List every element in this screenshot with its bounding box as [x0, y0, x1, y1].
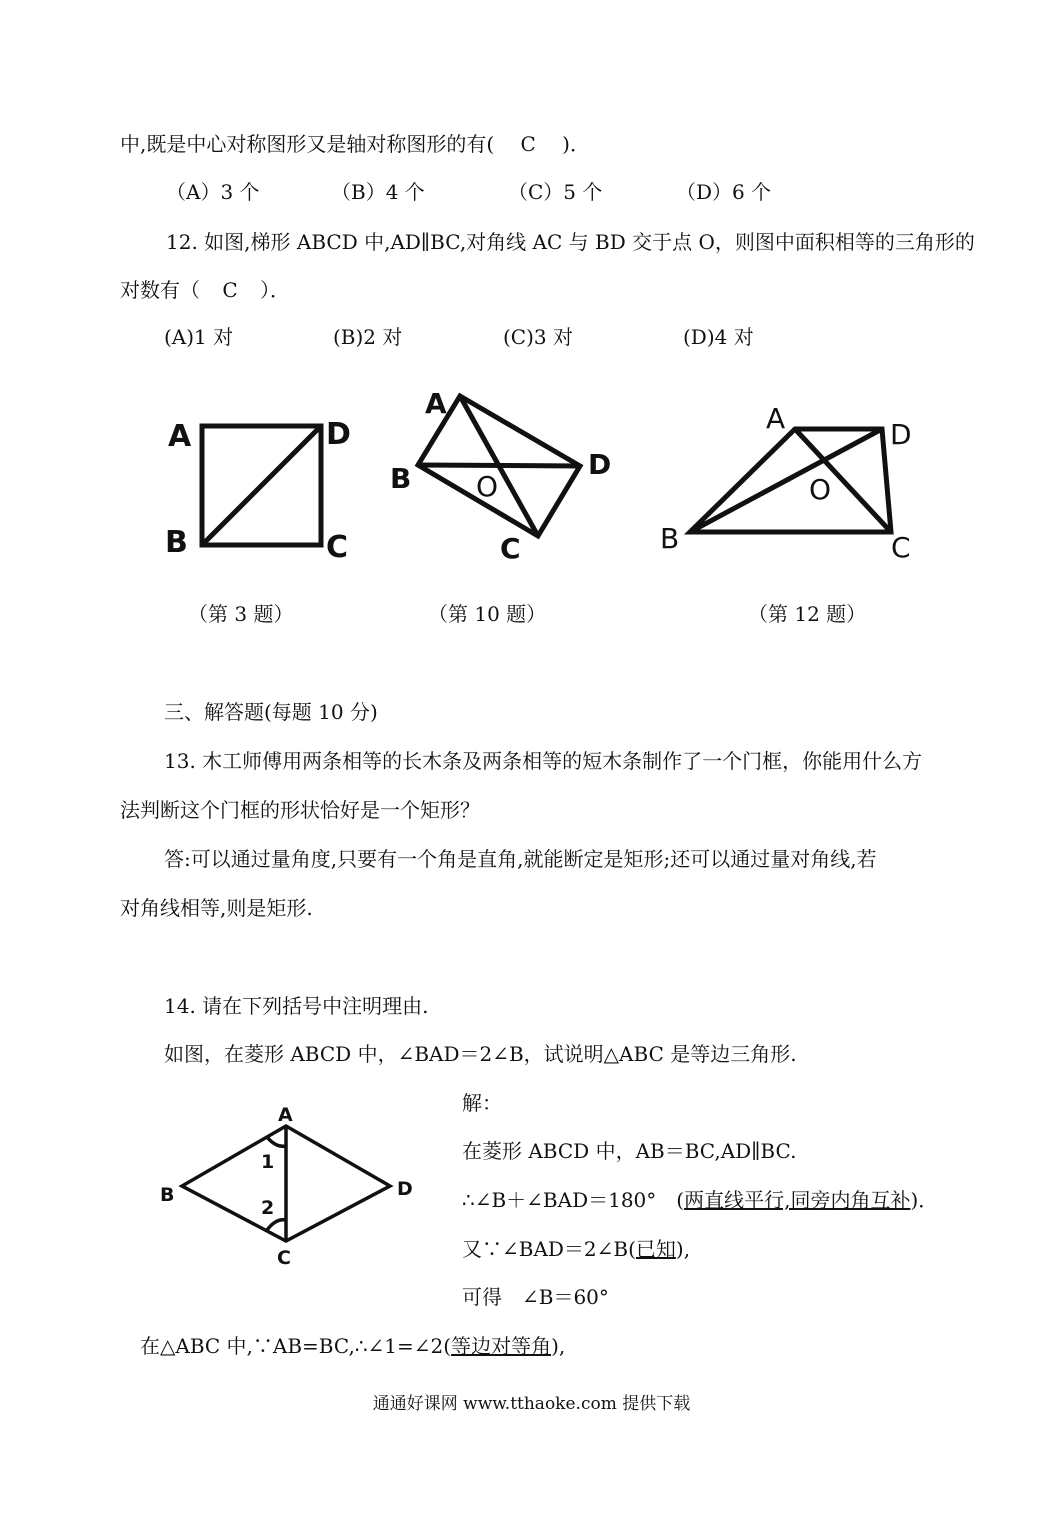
fig12-label-o: O: [809, 473, 832, 506]
fig10-caption: （第 10 题）: [428, 602, 547, 626]
q13-stem-line2: 法判断这个门框的形状恰好是一个矩形？: [120, 798, 480, 822]
fig12-label-a: A: [766, 402, 786, 435]
fig3-label-d: D: [326, 417, 351, 452]
q13-stem-line1: 13. 木工师傅用两条相等的长木条及两条相等的短木条制作了一个门框，你能用什么方: [164, 749, 923, 773]
angle-2-arc: [267, 1220, 286, 1230]
fig14-label-d: D: [397, 1178, 413, 1200]
fig14-label-c: C: [277, 1247, 291, 1269]
fig10-label-b: B: [390, 462, 412, 495]
fig3-caption: （第 3 题）: [188, 602, 294, 626]
fig3-label-a: A: [168, 419, 192, 454]
fig14-label-a: A: [278, 1104, 293, 1126]
q12-stem-line2: 对数有（ C ）．: [120, 278, 290, 302]
q11-option-a: （A）3 个: [166, 180, 260, 204]
q12-option-b: (B)2 对: [333, 325, 403, 349]
fig3-label-c: C: [326, 530, 349, 565]
q14-solution-line5: 在△ABC 中,∵AB=BC,∴∠1=∠2(等边对等角),: [140, 1334, 566, 1358]
fig10-label-d: D: [588, 448, 612, 481]
q11-option-d: （D）6 个: [676, 180, 772, 204]
q12-option-a: (A)1 对: [164, 325, 234, 349]
fig12-label-b: B: [660, 522, 680, 555]
q14-stem: 14. 请在下列括号中注明理由.: [164, 994, 429, 1018]
fig10-label-a: A: [425, 387, 447, 420]
q14-given: 如图，在菱形 ABCD 中，∠BAD＝2∠B，试说明△ABC 是等边三角形.: [164, 1042, 797, 1066]
reason-given: 已知: [635, 1237, 676, 1261]
fig10-label-c: C: [500, 532, 521, 565]
q13-answer-line2: 对角线相等,则是矩形.: [120, 896, 313, 920]
q12-answer: C: [222, 278, 238, 302]
fig14-angle-1: 1: [261, 1151, 275, 1173]
q14-solution-line2: ∴∠B＋∠BAD＝180° (两直线平行,同旁内角互补)．: [462, 1188, 939, 1212]
q11-option-b: （B）4 个: [331, 180, 425, 204]
q14-solution-line3: 又∵∠BAD＝2∠B(已知),: [462, 1237, 691, 1261]
reason-equal-sides: 等边对等角: [451, 1334, 552, 1358]
fig12-label-d: D: [890, 418, 912, 451]
fig10-label-o: O: [476, 470, 499, 503]
section-heading: 三、解答题(每题 10 分): [164, 700, 378, 724]
fig3-label-b: B: [165, 525, 188, 560]
q11-stem: 中,既是中心对称图形又是轴对称图形的有( C )．: [120, 132, 590, 156]
angle-1-arc: [267, 1137, 286, 1146]
q14-solution-line4: 可得 ∠B＝60°: [462, 1285, 609, 1309]
q14-solution-label: 解：: [462, 1091, 502, 1115]
fig12-caption: （第 12 题）: [748, 602, 867, 626]
fig12-label-c: C: [891, 531, 911, 564]
q11-answer: C: [520, 132, 536, 156]
reason-parallel-lines: 两直线平行,同旁内角互补: [684, 1188, 911, 1212]
q12-stem-line1: 12. 如图,梯形 ABCD 中,AD∥BC,对角线 AC 与 BD 交于点 O，则图中面积相等的三角形的: [166, 230, 975, 254]
q12-option-c: (C)3 对: [503, 325, 573, 349]
q11-option-c: （C）5 个: [508, 180, 603, 204]
page-footer: 通通好课网 www.tthaoke.com 提供下载: [372, 1394, 691, 1414]
fig14-label-b: B: [160, 1184, 175, 1206]
fig14-angle-2: 2: [261, 1197, 275, 1219]
q13-answer-line1: 答:可以通过量角度,只要有一个角是直角,就能断定是矩形;还可以通过量对角线,若: [164, 847, 877, 871]
q14-solution-line1: 在菱形 ABCD 中，AB＝BC,AD∥BC.: [462, 1139, 797, 1163]
q12-option-d: (D)4 对: [683, 325, 754, 349]
